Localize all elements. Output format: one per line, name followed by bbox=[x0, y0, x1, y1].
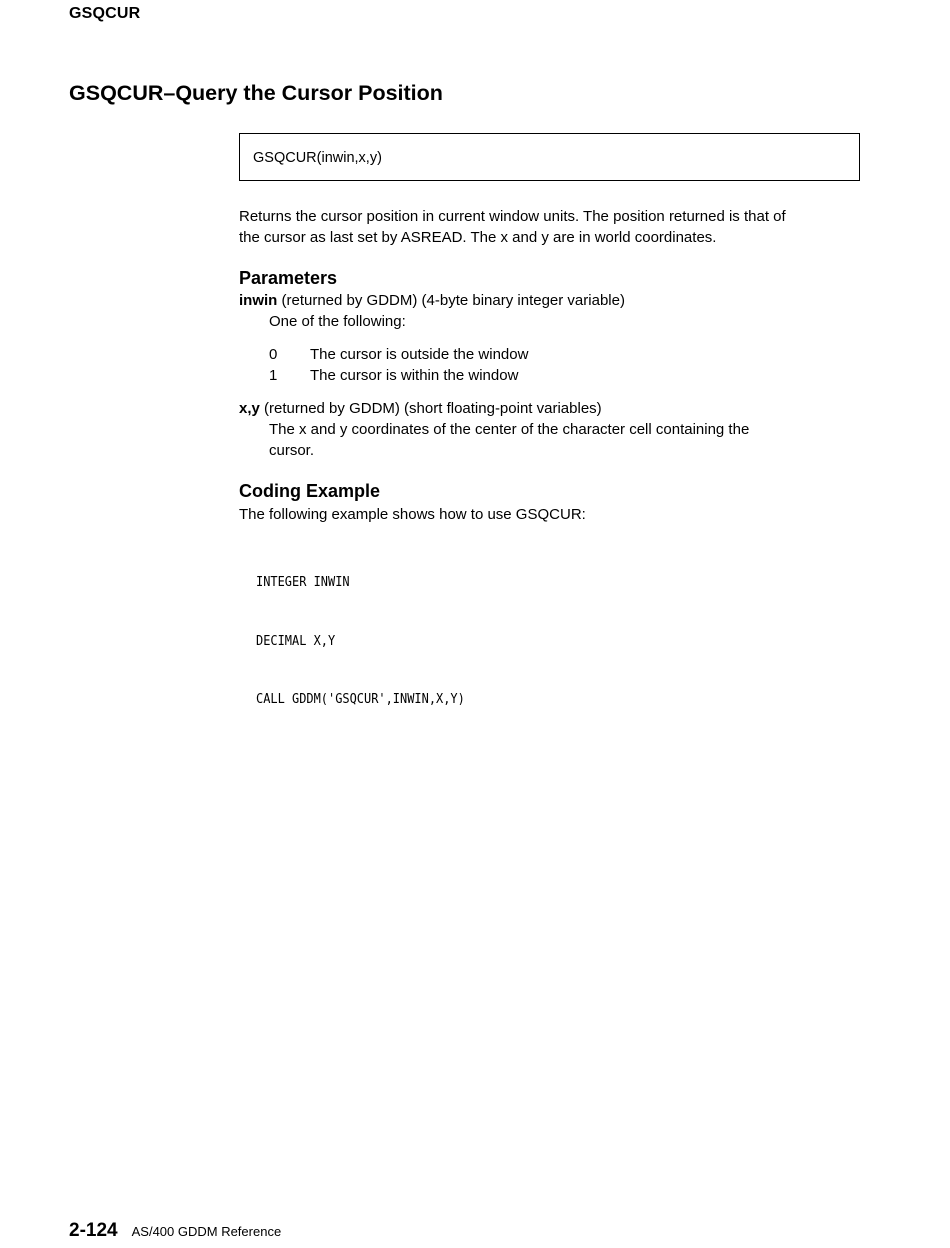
value-meaning: The cursor is outside the window bbox=[310, 346, 529, 363]
param-xy-name: x,y bbox=[239, 400, 260, 417]
param-inwin-name: inwin bbox=[239, 292, 278, 309]
code-line: INTEGER INWIN bbox=[256, 575, 350, 590]
page-number: 2-124 bbox=[69, 1220, 118, 1241]
param-xy-description bbox=[269, 419, 829, 461]
description bbox=[239, 206, 864, 248]
value-meaning: The cursor is within the window bbox=[310, 367, 519, 384]
coding-example-intro: The following example shows how to use GSQCUR: bbox=[239, 506, 586, 523]
param-inwin bbox=[239, 290, 625, 311]
param-xy-line-1: The x and y coordinates of the center of the character cell containing the bbox=[269, 421, 750, 438]
description-line-1: Returns the cursor position in current window units. The position returned is that of bbox=[239, 208, 786, 225]
page-title: GSQCUR–Query the Cursor Position bbox=[69, 81, 443, 105]
value-row bbox=[269, 365, 518, 386]
code-block bbox=[256, 534, 465, 729]
value-code: 0 bbox=[269, 346, 278, 363]
param-xy bbox=[239, 398, 602, 419]
running-head: GSQCUR bbox=[69, 5, 141, 22]
value-row bbox=[269, 344, 528, 365]
parameters-heading: Parameters bbox=[239, 268, 338, 288]
param-xy-spec: (returned by GDDM) (short floating-point variables) bbox=[259, 400, 602, 417]
coding-example-heading: Coding Example bbox=[239, 481, 381, 501]
value-code: 1 bbox=[269, 367, 278, 384]
param-inwin-spec: (returned by GDDM) (4-byte binary integer variable) bbox=[277, 292, 625, 309]
code-line: CALL GDDM('GSQCUR',INWIN,X,Y) bbox=[256, 692, 465, 707]
param-inwin-intro: One of the following: bbox=[269, 313, 406, 330]
code-line: DECIMAL X,Y bbox=[256, 633, 336, 649]
description-line-2: the cursor as last set by ASREAD. The x and y are in world coordinates. bbox=[239, 229, 717, 246]
syntax-text: GSQCUR(inwin,x,y) bbox=[253, 150, 382, 166]
syntax-box bbox=[239, 133, 860, 181]
footer bbox=[69, 1220, 281, 1242]
param-xy-line-2: cursor. bbox=[269, 442, 315, 459]
book-title: AS/400 GDDM Reference bbox=[131, 1224, 282, 1239]
